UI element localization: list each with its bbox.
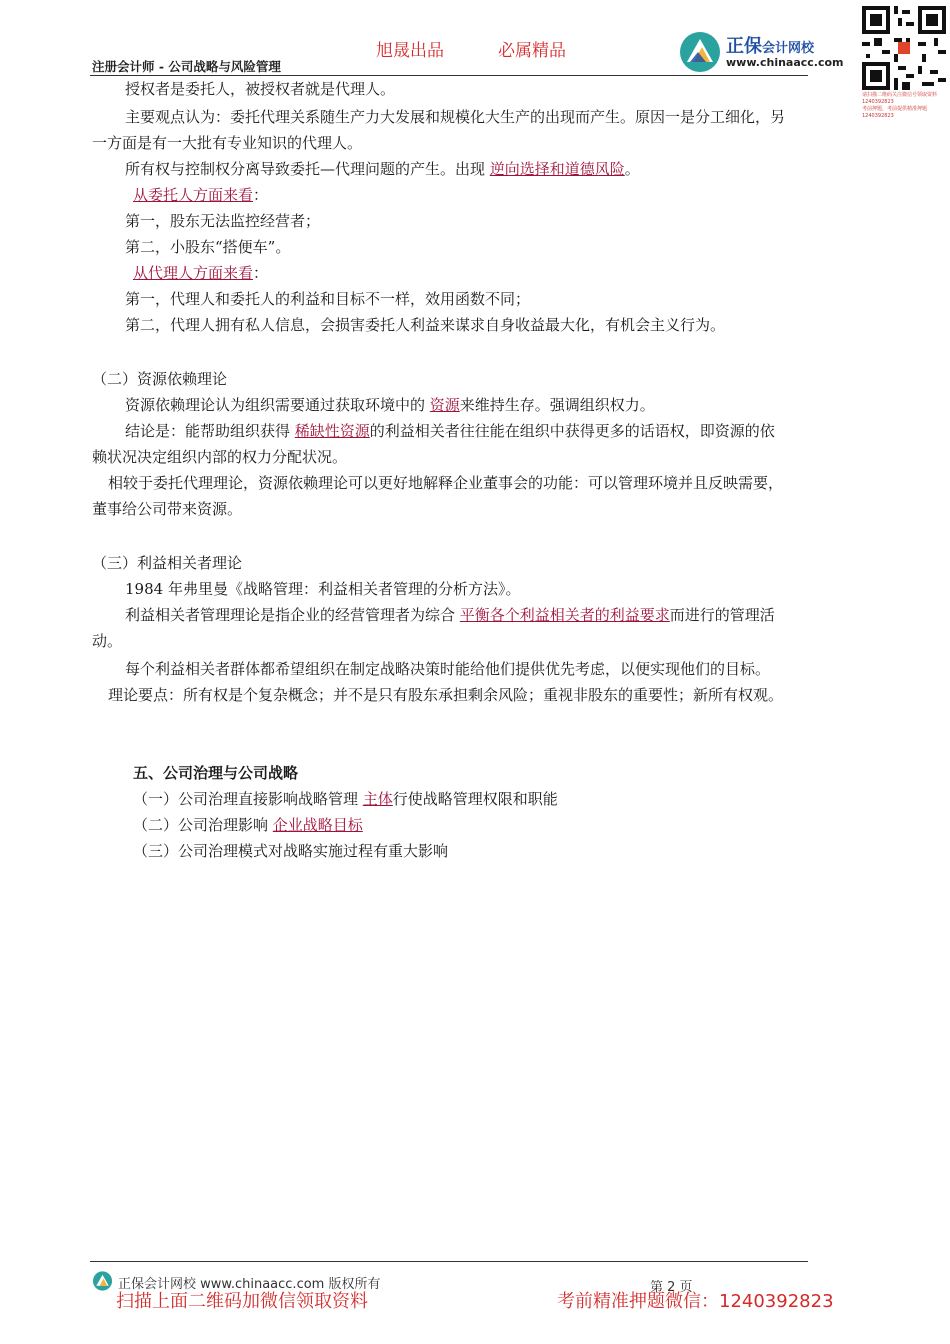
list-item: （一）公司治理直接影响战略管理 主体行使战略管理权限和职能 [133, 790, 558, 808]
paragraph-line: 董事给公司带来资源。 [92, 500, 243, 518]
paragraph-line: 赖状况决定组织内部的权力分配状况。 [92, 448, 348, 466]
promo-right: 考前精准押题微信：1240392823 [557, 1291, 834, 1312]
paragraph-line: 第二，代理人拥有私人信息，会损害委托人利益来谋求自身收益最大化，有机会主义行为。 [125, 316, 726, 334]
paragraph-line: 1984 年弗里曼《战略管理：利益相关者管理的分析方法》。 [125, 580, 521, 598]
paragraph-line: 主要观点认为：委托代理关系随生产力大发展和规模化大生产的出现而产生。原因一是分工细化，另 [125, 108, 786, 126]
paragraph-line: 第一，股东无法监控经营者； [125, 212, 321, 230]
paragraph-line: 资源依赖理论认为组织需要通过获取环境中的 资源来维持生存。强调组织权力。 [125, 396, 655, 414]
logo-mark-icon [678, 30, 724, 74]
paragraph-line: 动。 [92, 632, 123, 650]
subheading: 从代理人方面来看： [133, 264, 269, 282]
slogan-left: 旭晟出品 [376, 41, 444, 61]
footer-logo-icon [92, 1270, 114, 1292]
logo-name: 正保会计网校 [726, 36, 815, 57]
key-term: 从代理人方面来看 [133, 264, 254, 282]
key-term: 资源 [429, 396, 460, 414]
paragraph-line: 一方面是有一大批有专业知识的代理人。 [92, 134, 363, 152]
paragraph-line: 每个利益相关者群体都希望组织在制定战略决策时能给他们提供优先考虑，以便实现他们的目标。 [125, 660, 771, 678]
footer-rule [90, 1261, 808, 1262]
paragraph-line: 理论要点：所有权是个复杂概念；并不是只有股东承担剩余风险；重视非股东的重要性；新所有权观。 [108, 686, 784, 704]
key-term: 企业战略目标 [272, 816, 363, 834]
section-title: （二）资源依赖理论 [92, 370, 228, 388]
key-term: 稀缺性资源 [294, 422, 370, 440]
paragraph-line: 第二，小股东“搭便车”。 [125, 238, 291, 256]
course-title: 注册会计师 - 公司战略与风险管理 [92, 59, 281, 74]
promo-left: 扫描上面二维码加微信领取资料 [116, 1291, 368, 1312]
paragraph-line: 结论是：能帮助组织获得 稀缺性资源的利益相关者往往能在组织中获得更多的话语权，即资源的依 [125, 422, 775, 440]
paragraph-line: 所有权与控制权分离导致委托—代理问题的产生。出现 逆向选择和道德风险。 [125, 160, 640, 178]
slogan-right: 必属精品 [498, 41, 566, 61]
list-item: （二）公司治理影响 企业战略目标 [133, 816, 363, 834]
qr-caption: 请扫描二维码关注微信号领取资料 1240392823 考前押题，考前提供精准押题 1240392823 [862, 92, 938, 119]
key-term: 主体 [362, 790, 393, 808]
paragraph-line: 相较于委托代理理论，资源依赖理论可以更好地解释企业董事会的功能：可以管理环境并且反映需要， [108, 474, 784, 492]
paragraph-line: 利益相关者管理理论是指企业的经营管理者为综合 平衡各个利益相关者的利益要求而进行的管理活 [125, 606, 775, 624]
key-term: 逆向选择和道德风险 [489, 160, 625, 178]
qr-code-icon[interactable] [862, 4, 946, 92]
list-item: （三）公司治理模式对战略实施过程有重大影响 [133, 842, 449, 860]
brand-logo[interactable] [678, 30, 858, 74]
section-title: （三）利益相关者理论 [92, 554, 243, 572]
paragraph-line: 授权者是委托人，被授权者就是代理人。 [125, 80, 396, 98]
key-term: 从委托人方面来看 [133, 186, 254, 204]
page-number: 第 2 页 [650, 1280, 693, 1295]
subheading: 从委托人方面来看： [133, 186, 269, 204]
section-heading: 五、公司治理与公司战略 [133, 764, 299, 782]
key-term: 平衡各个利益相关者的利益要求 [459, 606, 670, 624]
footer-copyright: 正保会计网校 www.chinaacc.com 版权所有 [118, 1277, 381, 1292]
logo-url: www.chinaacc.com [726, 56, 844, 69]
paragraph-line: 第一，代理人和委托人的利益和目标不一样，效用函数不同； [125, 290, 531, 308]
